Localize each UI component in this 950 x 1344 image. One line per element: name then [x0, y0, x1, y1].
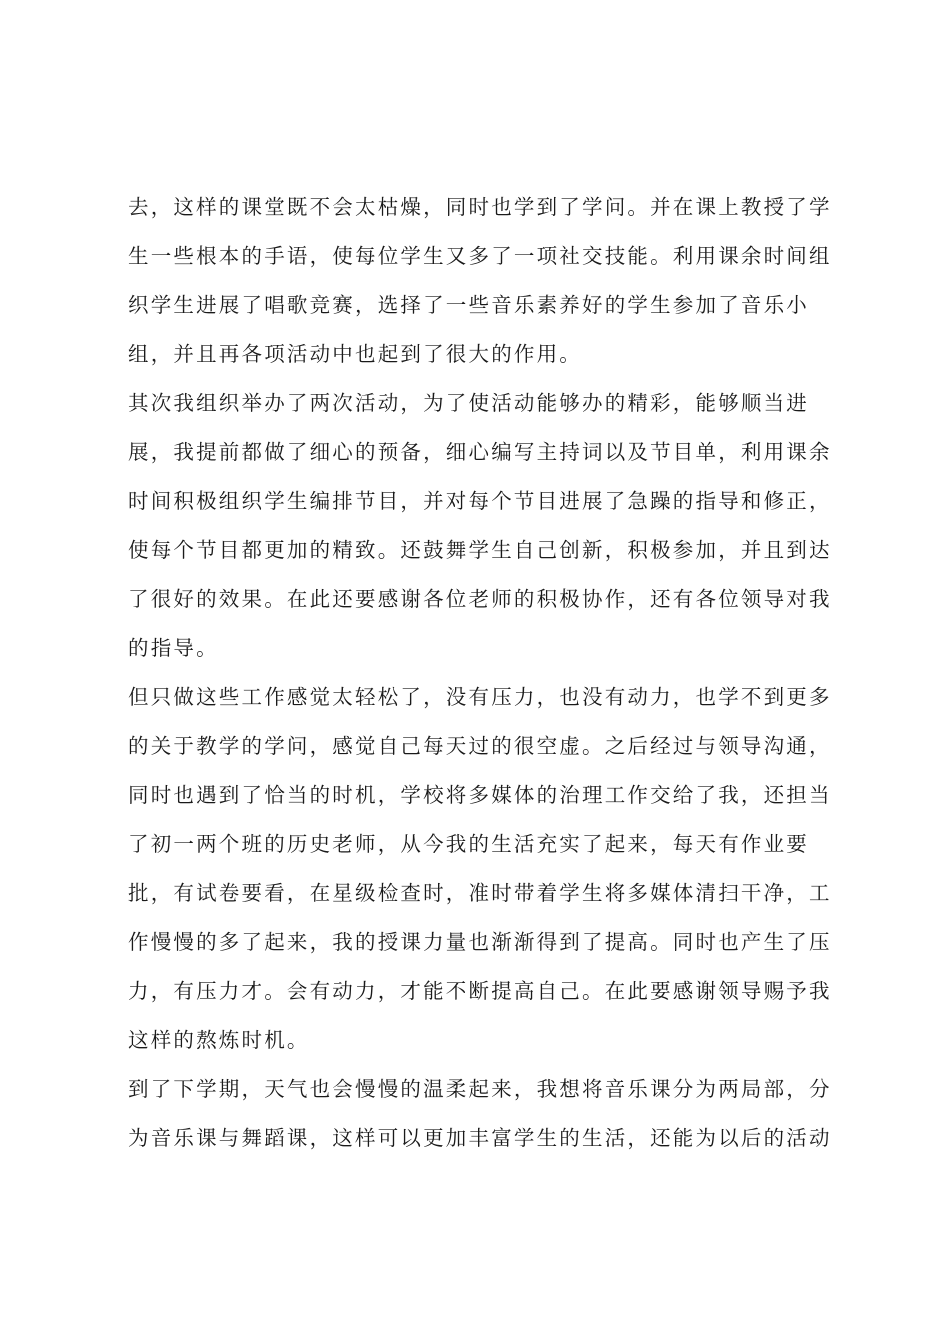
paragraph-4 — [128, 1065, 838, 1163]
text-line: 展，我提前都做了细心的预备，细心编写主持词以及节目单，利用课余 — [128, 440, 832, 464]
text-line: 批，有试卷要看，在星级检查时，准时带着学生将多媒体清扫干净，工 — [128, 881, 832, 905]
text-line: 生一些根本的手语，使每位学生又多了一项社交技能。利用课余时间组 — [128, 244, 832, 268]
text-line: 其次我组织举办了两次活动，为了使活动能够办的精彩，能够顺当进 — [128, 391, 809, 415]
text-line: 同时也遇到了恰当的时机，学校将多媒体的治理工作交给了我，还担当 — [128, 783, 832, 807]
paragraph-2 — [128, 379, 838, 673]
text-line: 了很好的效果。在此还要感谢各位老师的积极协作，还有各位领导对我 — [128, 587, 832, 611]
text-line: 为音乐课与舞蹈课，这样可以更加丰富学生的生活，还能为以后的活动 — [128, 1126, 832, 1150]
text-line: 织学生进展了唱歌竞赛，选择了一些音乐素养好的学生参加了音乐小 — [128, 293, 809, 317]
document-body — [128, 183, 838, 1163]
text-line: 到了下学期，天气也会慢慢的温柔起来，我想将音乐课分为两局部，分 — [128, 1077, 832, 1101]
text-line: 的指导。 — [128, 636, 219, 660]
text-line: 去，这样的课堂既不会太枯燥，同时也学到了学问。并在课上教授了学 — [128, 195, 832, 219]
text-line: 这样的熬炼时机。 — [128, 1028, 310, 1052]
paragraph-1 — [128, 183, 838, 379]
text-line: 作慢慢的多了起来，我的授课力量也渐渐得到了提高。同时也产生了压 — [128, 930, 832, 954]
text-line: 使每个节目都更加的精致。还鼓舞学生自己创新，积极参加，并且到达 — [128, 538, 832, 562]
text-line: 力，有压力才。会有动力，才能不断提高自己。在此要感谢领导赐予我 — [128, 979, 832, 1003]
text-line: 组，并且再各项活动中也起到了很大的作用。 — [128, 342, 582, 366]
text-line: 了初一两个班的历史老师，从今我的生活充实了起来，每天有作业要 — [128, 832, 809, 856]
text-line: 时间积极组织学生编排节目，并对每个节目进展了急躁的指导和修正， — [128, 489, 832, 513]
text-line: 但只做这些工作感觉太轻松了，没有压力，也没有动力，也学不到更多 — [128, 685, 832, 709]
text-line: 的关于教学的学问，感觉自己每天过的很空虚。之后经过与领导沟通， — [128, 734, 832, 758]
paragraph-3 — [128, 673, 838, 1065]
